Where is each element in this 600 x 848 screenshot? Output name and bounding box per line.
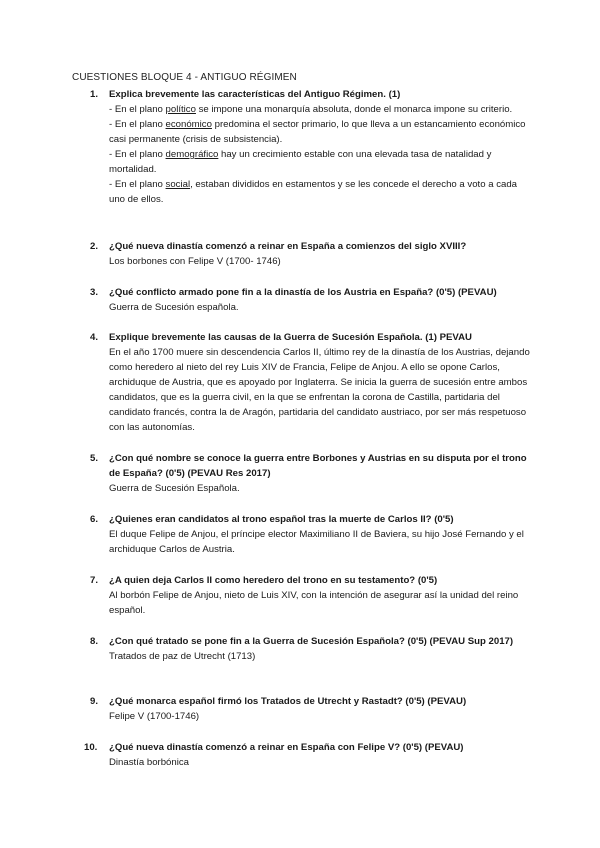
question-text: ¿Con qué tratado se pone fin a la Guerra de Sucesión Española? (0'5) (PEVAU Sup 2017) xyxy=(109,636,514,647)
question-item-4 xyxy=(90,330,530,435)
question-number: 1. xyxy=(90,89,99,100)
question-text: ¿Qué conflicto armado pone fin a la dinastía de los Austria en España? (0'5) (PEVAU) xyxy=(109,287,497,298)
answer-line-social: - En el plano social, estaban divididos en estamentos y se les concede el derecho a voto a cada uno de ellos. xyxy=(109,179,518,205)
question-number: 9. xyxy=(90,696,99,707)
question-item-6 xyxy=(90,512,530,557)
question-text: ¿Qué nueva dinastía comenzó a reinar en España con Felipe V? (0'5) (PEVAU) xyxy=(109,742,464,753)
answer-text: Los borbones con Felipe V (1700- 1746) xyxy=(109,256,281,267)
question-text: Explica brevemente las características del Antiguo Régimen. (1) xyxy=(109,89,401,100)
question-number: 10. xyxy=(84,742,98,753)
question-number: 6. xyxy=(90,514,99,525)
question-item-2 xyxy=(90,239,530,269)
question-item-1 xyxy=(90,87,530,207)
answer-text: Guerra de Sucesión española. xyxy=(109,302,239,313)
question-text: ¿Con qué nombre se conoce la guerra entre Borbones y Austrias en su disputa por el trono de España? (0'5) (PEVAU Res 2017) xyxy=(109,453,527,479)
answer-text: El duque Felipe de Anjou, el príncipe elector Maximiliano II de Baviera, su hijo José Fernando y el archiduque Carlos de Austria. xyxy=(109,529,524,555)
question-item-10 xyxy=(84,740,524,770)
question-number: 3. xyxy=(90,287,99,298)
question-text: ¿Qué nueva dinastía comenzó a reinar en España a comienzos del siglo XVIII? xyxy=(109,241,467,252)
answer-text: Tratados de paz de Utrecht (1713) xyxy=(109,651,256,662)
question-item-8 xyxy=(90,634,530,664)
question-item-9 xyxy=(90,694,530,724)
answer-text: En el año 1700 muere sin descendencia Carlos II, último rey de la dinastía de los Austrias, dejando como heredero al nieto del rey Luis XIV de Francia, Felipe de Anjou. A ello se opone Carlos, archiduque de Austria, que es apoyado por Inglaterra. Se inicia la guerra de sucesión entre ambos candidatos, que es la guerra civil, en la que se enfrentan la corona de Castilla, partidaria del candidato francés, contra la de Aragón, partidaria del candidato austriaco, por ser más respetuoso con las autonomías. xyxy=(109,347,530,433)
question-number: 4. xyxy=(90,332,99,343)
answer-line-demografico: - En el plano demográfico hay un crecimiento estable con una elevada tasa de natalidad y mortalidad. xyxy=(109,149,492,175)
question-number: 2. xyxy=(90,241,99,252)
answer-line-politico: - En el plano político se impone una monarquía absoluta, donde el monarca impone su criterio. xyxy=(109,104,513,115)
answer-line-economico: - En el plano económico predomina el sector primario, lo que lleva a un estancamiento económico casi permanente (crisis de subsistencia). xyxy=(109,119,526,145)
question-text: ¿A quien deja Carlos II como heredero del trono en su testamento? (0'5) xyxy=(109,575,438,586)
question-number: 8. xyxy=(90,636,99,647)
question-item-3 xyxy=(90,285,530,315)
question-item-7 xyxy=(90,573,530,618)
question-text: Explique brevemente las causas de la Guerra de Sucesión Española. (1) PEVAU xyxy=(109,332,472,343)
answer-text: Guerra de Sucesión Española. xyxy=(109,483,240,494)
answer-text: Felipe V (1700-1746) xyxy=(109,711,200,722)
question-number: 5. xyxy=(90,453,99,464)
question-text: ¿Qué monarca español firmó los Tratados de Utrecht y Rastadt? (0'5) (PEVAU) xyxy=(109,696,467,707)
answer-text: Al borbón Felipe de Anjou, nieto de Luis XIV, con la intención de asegurar así la unidad del reino español. xyxy=(109,590,519,616)
question-number: 7. xyxy=(90,575,99,586)
question-text: ¿Quienes eran candidatos al trono español tras la muerte de Carlos II? (0'5) xyxy=(109,514,454,525)
document-title: CUESTIONES BLOQUE 4 - ANTIGUO RÉGIMEN xyxy=(72,72,297,83)
question-item-5 xyxy=(90,451,530,496)
answer-text: Dinastía borbónica xyxy=(109,757,189,768)
